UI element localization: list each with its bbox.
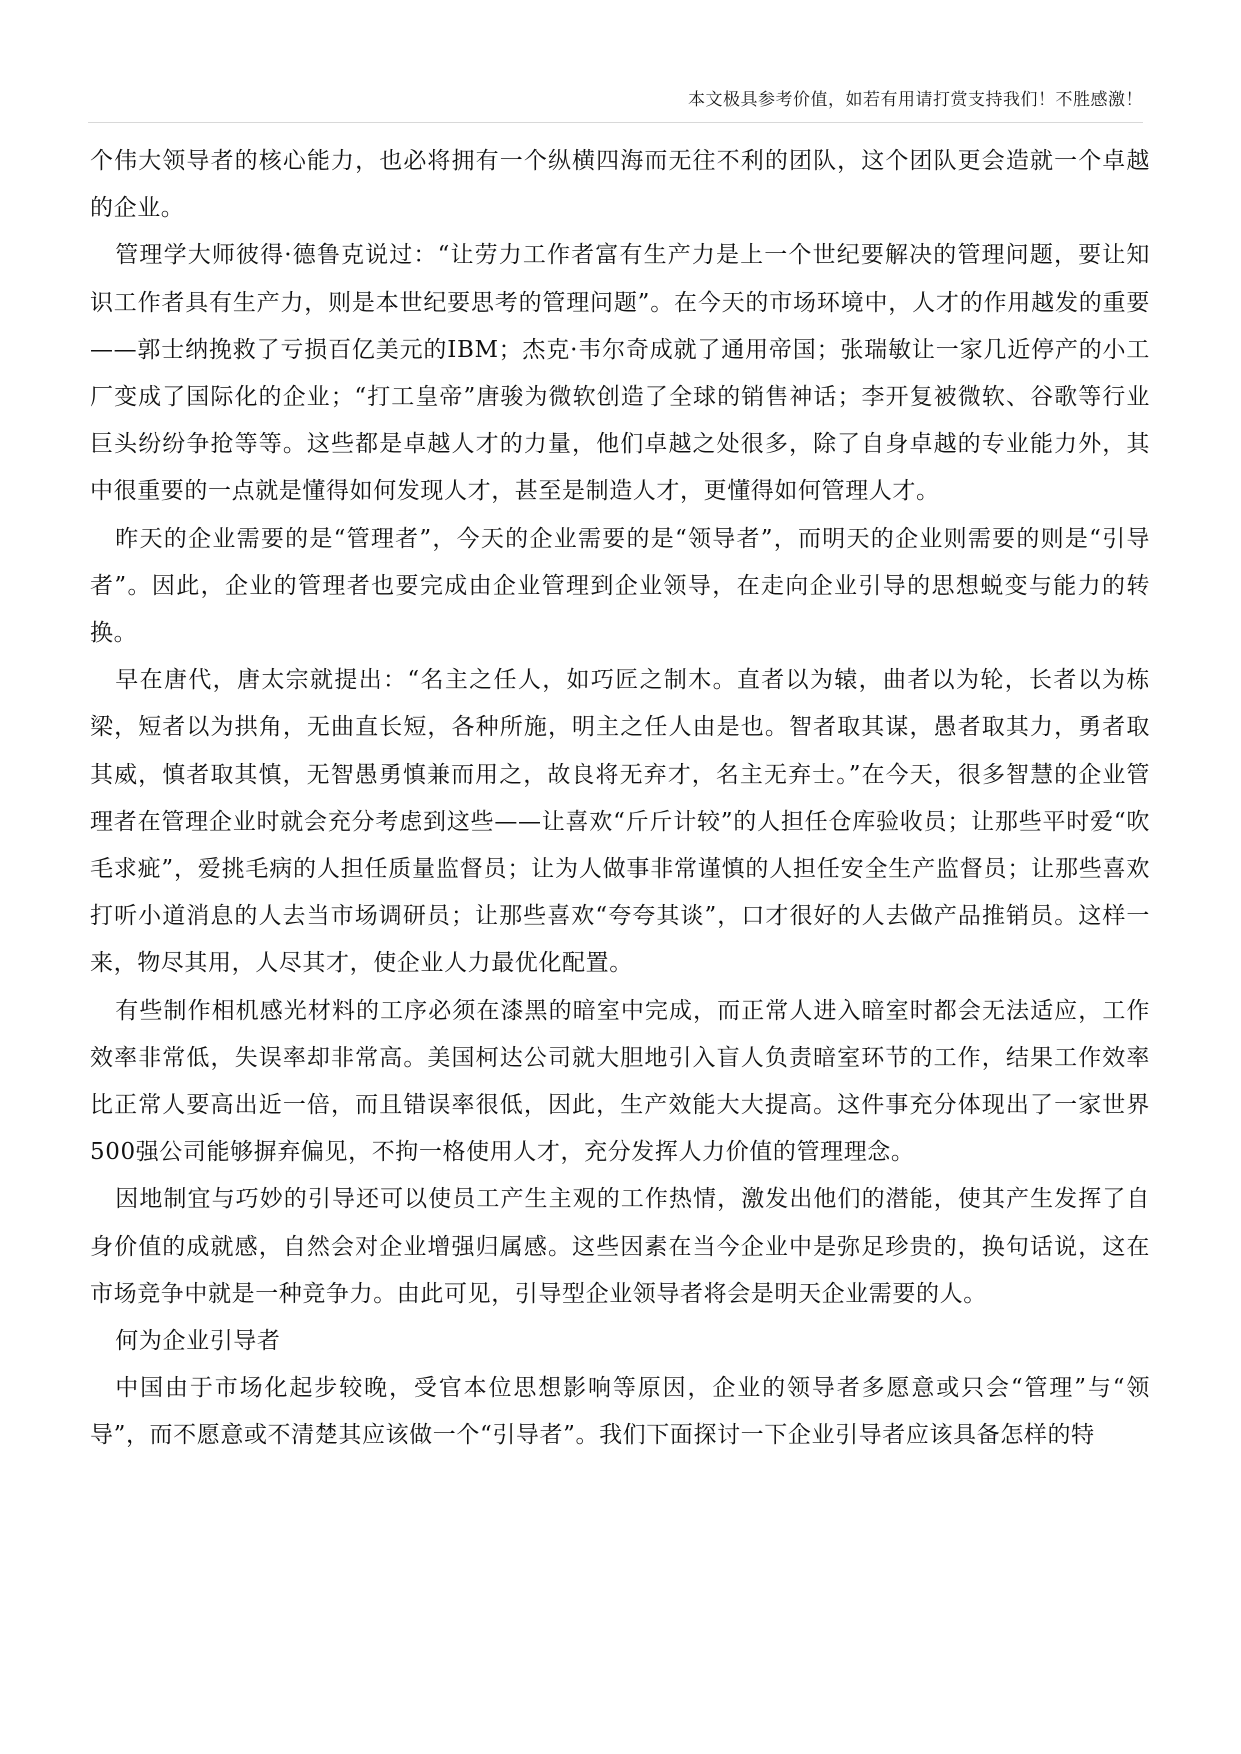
- paragraph-drucker: 管理学大师彼得·德鲁克说过：“让劳力工作者富有生产力是上一个世纪要解决的管理问题，要让知识工作者具有生产力，则是本世纪要思考的管理问题”。在今天的市场环境中，人才的作用越发的重要——郭士纳挽救了亏损百亿美元的IBM；杰克·韦尔奇成就了通用帝国；张瑞敏让一家几近停产的小工厂变成了国际化的企业；“打工皇帝”唐骏为微软创造了全球的销售神话；李开复被微软、谷歌等行业巨头纷纷争抢等等。这些都是卓越人才的力量，他们卓越之处很多，除了自身卓越的专业能力外，其中很重要的一点就是懂得如何发现人才，甚至是制造人才，更懂得如何管理人才。: [90, 242, 1150, 505]
- paragraph-china-market: 中国由于市场化起步较晚，受官本位思想影响等原因，企业的领导者多愿意或只会“管理”与“领导”，而不愿意或不清楚其应该做一个“引导者”。我们下面探讨一下企业引导者应该具备怎样的特: [90, 1375, 1150, 1449]
- paragraph-continuation: 个伟大领导者的核心能力，也必将拥有一个纵横四海而无往不利的团队，这个团队更会造就一个卓越的企业。: [90, 148, 1150, 222]
- header-divider: [88, 122, 1143, 123]
- paragraph-guidance: 因地制宜与巧妙的引导还可以使员工产生主观的工作热情，激发出他们的潜能，使其产生发挥了自身价值的成就感，自然会对企业增强归属感。这些因素在当今企业中是弥足珍贵的，换句话说，这在市场竞争中就是一种竞争力。由此可见，引导型企业领导者将会是明天企业需要的人。: [90, 1186, 1150, 1307]
- paragraph-kodak: 有些制作相机感光材料的工序必须在漆黑的暗室中完成，而正常人进入暗室时都会无法适应，工作效率非常低，失误率却非常高。美国柯达公司就大胆地引入盲人负责暗室环节的工作，结果工作效率比正常人要高出近一倍，而且错误率很低，因此，生产效能大大提高。这件事充分体现出了一家世界500强公司能够摒弃偏见，不拘一格使用人才，充分发挥人力价值的管理理念。: [90, 997, 1150, 1166]
- paragraph-tang-taizong: 早在唐代，唐太宗就提出：“名主之任人，如巧匠之制木。直者以为辕，曲者以为轮，长者以为栋梁，短者以为拱角，无曲直长短，各种所施，明主之任人由是也。智者取其谋，愚者取其力，勇者取其威，慎者取其慎，无智愚勇慎兼而用之，故良将无弃才，名主无弃士。”在今天，很多智慧的企业管理者在管理企业时就会充分考虑到这些——让喜欢“斤斤计较”的人担任仓库验收员；让那些平时爱“吹毛求疵”，爱挑毛病的人担任质量监督员；让为人做事非常谨慎的人担任安全生产监督员；让那些喜欢打听小道消息的人去当市场调研员；让那些喜欢“夸夸其谈”，口才很好的人去做产品推销员。这样一来，物尽其用，人尽其才，使企业人力最优化配置。: [90, 667, 1150, 977]
- paragraph-leader-evolution: 昨天的企业需要的是“管理者”，今天的企业需要的是“领导者”，而明天的企业则需要的则是“引导者”。因此，企业的管理者也要完成由企业管理到企业领导，在走向企业引导的思想蜕变与能力的转换。: [90, 525, 1150, 647]
- section-heading: 何为企业引导者: [115, 1328, 281, 1355]
- header-note: 本文极具参考价值，如若有用请打赏支持我们！不胜感激！: [688, 90, 1143, 110]
- document-body: [90, 138, 1150, 1460]
